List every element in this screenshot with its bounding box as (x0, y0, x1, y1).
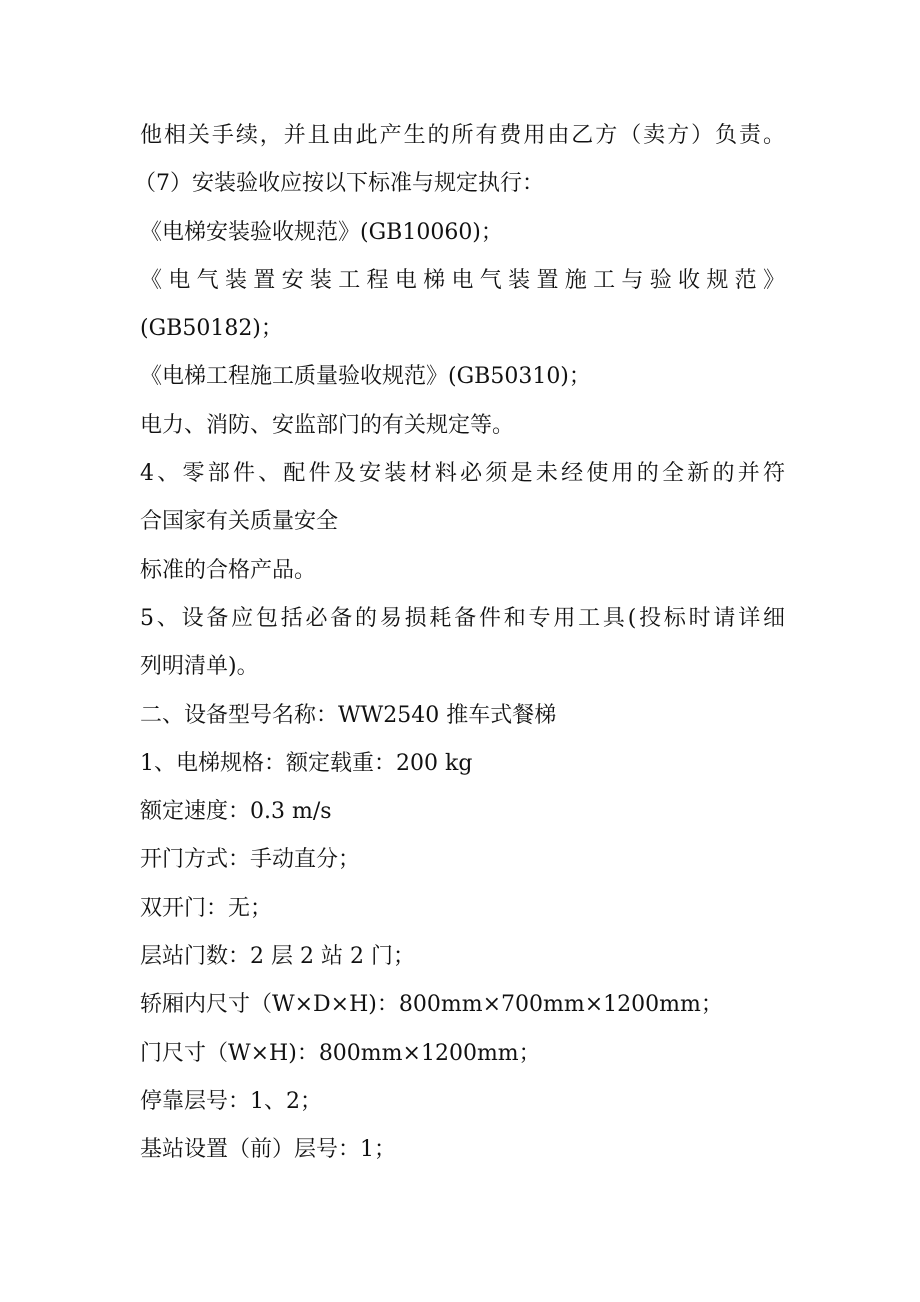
text-line-6: 《电梯工程施工质量验收规范》(GB50310)； (140, 364, 591, 390)
text-line-18: 层站门数：2 层 2 站 2 门； (140, 944, 415, 970)
text-line-11: 5、设备应包括必备的易损耗备件和专用工具(投标时请详细 (140, 605, 785, 631)
text-line-15: 额定速度：0.3 m/s (140, 799, 332, 825)
text-line-2: （7）安装验收应按以下标准与规定执行： (134, 171, 544, 197)
text-line-17: 双开门：无； (140, 895, 273, 921)
text-line-5: (GB50182)； (140, 316, 283, 342)
text-line-10: 标准的合格产品。 (140, 557, 317, 583)
text-line-16: 开门方式：手动直分； (140, 847, 361, 873)
text-line-8: 4、零部件、配件及安装材料必须是未经使用的全新的并符 (140, 461, 785, 487)
text-line-22: 基站设置（前）层号：1； (140, 1137, 396, 1163)
text-line-7: 电力、消防、安监部门的有关规定等。 (140, 412, 515, 438)
text-line-3: 《电梯安装验收规范》(GB10060)； (140, 219, 503, 245)
text-line-12: 列明清单)。 (140, 654, 259, 680)
text-line-13: 二、设备型号名称：WW2540 推车式餐梯 (140, 702, 557, 728)
text-line-21: 停靠层号：1、2； (140, 1088, 322, 1114)
document-body (134, 112, 785, 1175)
text-line-20: 门尺寸（W×H)：800mm×1200mm； (140, 1040, 541, 1066)
text-line-9: 合国家有关质量安全 (140, 509, 339, 535)
text-line-14: 1、电梯规格：额定载重：200 kg (140, 750, 473, 776)
text-line-1: 他相关手续，并且由此产生的所有费用由乙方（卖方）负责。 (140, 123, 785, 148)
text-line-4: 《电气装置安装工程电梯电气装置施工与验收规范》 (140, 267, 785, 293)
text-line-19: 轿厢内尺寸（W×D×H)：800mm×700mm×1200mm； (140, 992, 723, 1018)
